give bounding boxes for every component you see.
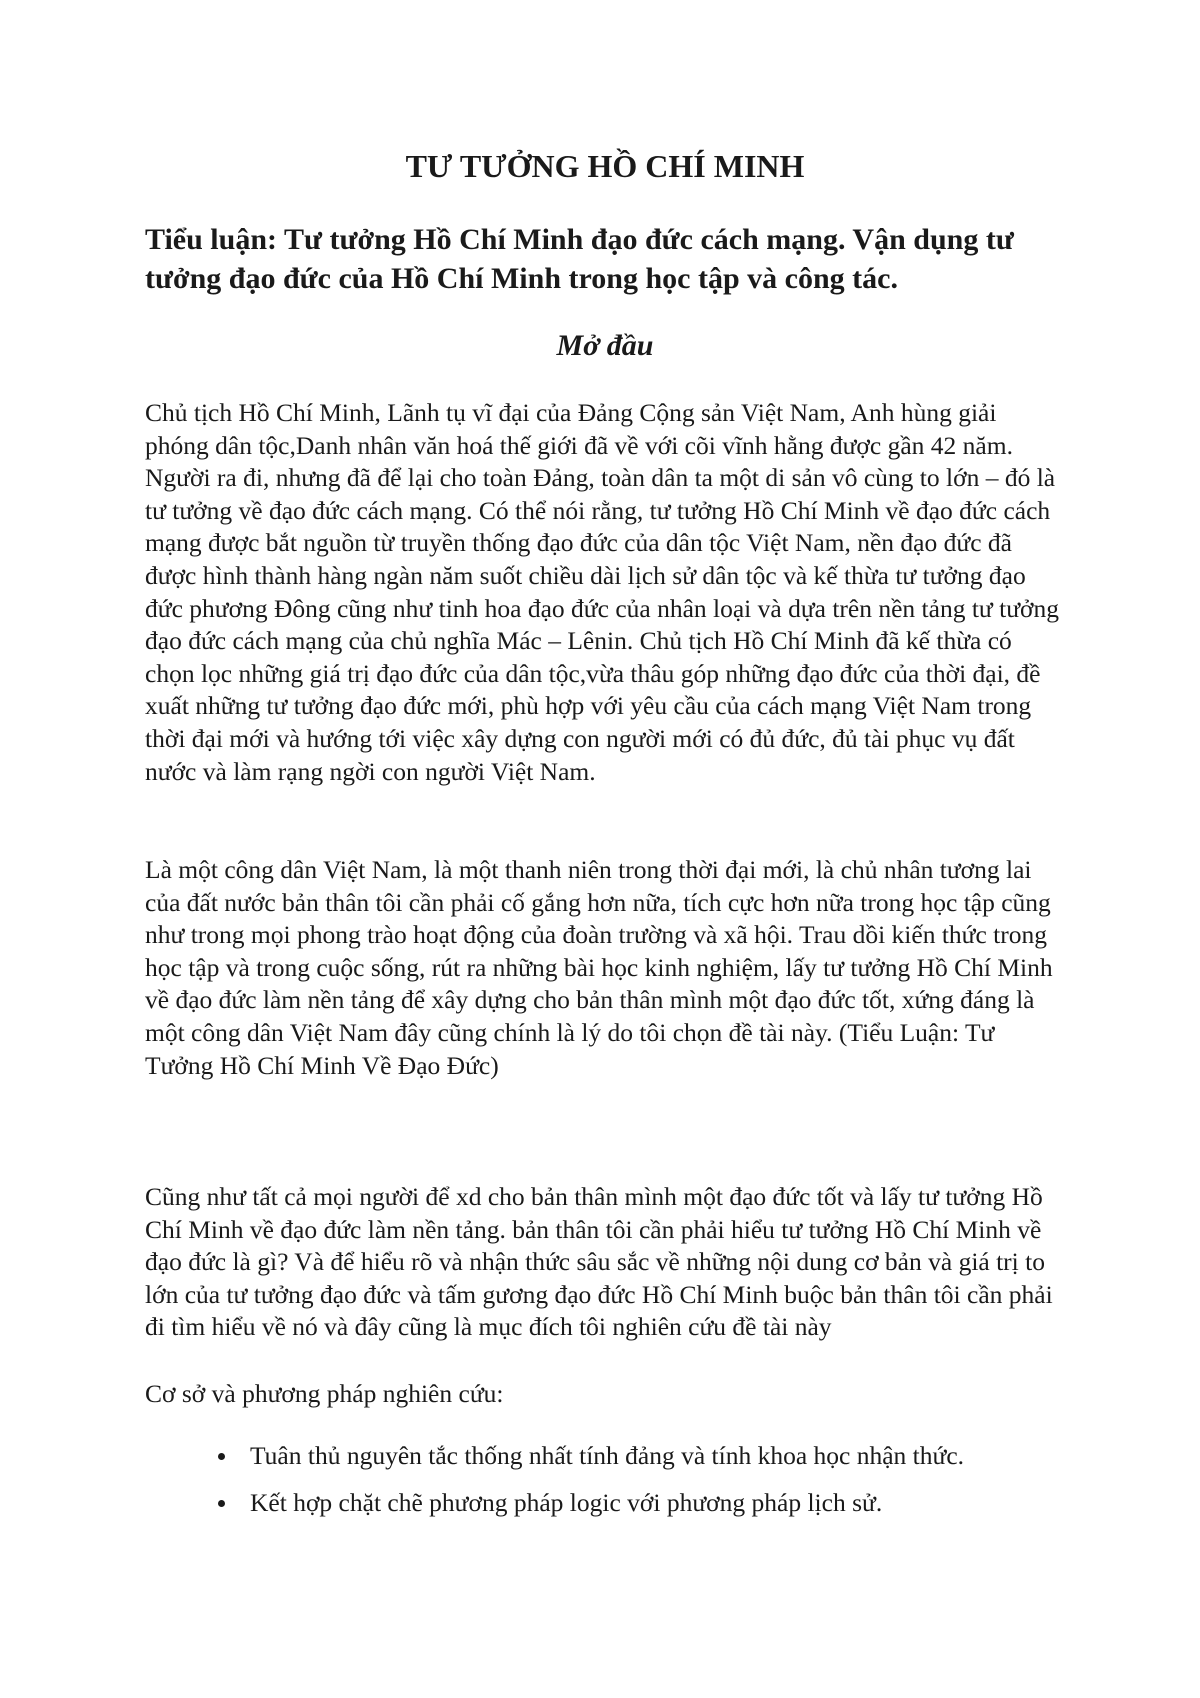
paragraph-methods-heading: Cơ sở và phương pháp nghiên cứu: xyxy=(145,1379,504,1408)
methods-list xyxy=(145,1440,1065,1533)
list-item-text: Kết hợp chặt chẽ phương pháp logic với phương pháp lịch sử. xyxy=(250,1487,883,1517)
list-item xyxy=(145,1440,1065,1473)
list-item xyxy=(145,1487,1065,1520)
section-heading: Mở đầu xyxy=(556,329,654,362)
paragraph-motivation: Là một công dân Việt Nam, là một thanh niên trong thời đại mới, là chủ nhân tương lai của đất nước bản thân tôi cần phải cố gắng hơn nữa, tích cực hơn nữa trong học tập cũng như trong mọi phong trào hoạt động của đoàn trường và xã hội. Trau dồi kiến thức trong học tập và trong cuộc sống, rút ra những bài học kinh nghiệm, lấy tư tưởng Hồ Chí Minh về đạo đức làm nền tảng để xây dựng cho bản thân mình một đạo đức tốt, xứng đáng là một công dân Việt Nam đây cũng chính là lý do tôi chọn đề tài này. (Tiểu Luận: Tư Tưởng Hồ Chí Minh Về Đạo Đức) xyxy=(145,855,1053,1080)
paragraph-intro: Chủ tịch Hồ Chí Minh, Lãnh tụ vĩ đại của Đảng Cộng sản Việt Nam, Anh hùng giải phóng dân tộc,Danh nhân văn hoá thế giới đã về với cõi vĩnh hằng được gần 42 năm. Người ra đi, nhưng đã để lại cho toàn Đảng, toàn dân ta một di sản vô cùng to lớn – đó là tư tưởng về đạo đức cách mạng. Có thể nói rằng, tư tưởng Hồ Chí Minh về đạo đức cách mạng được bắt nguồn từ truyền thống đạo đức của dân tộc Việt Nam, nền đạo đức đã được hình thành hàng ngàn năm suốt chiều dài lịch sử dân tộc và kế thừa tư tưởng đạo đức phương Đông cũng như tinh hoa đạo đức của nhân loại và dựa trên nền tảng tư tưởng đạo đức cách mạng của chủ nghĩa Mác – Lênin. Chủ tịch Hồ Chí Minh đã kế thừa có chọn lọc những giá trị đạo đức của dân tộc,vừa thâu góp những đạo đức của thời đại, đề xuất những tư tưởng đạo đức mới, phù hợp với yêu cầu của cách mạng Việt Nam trong thời đại mới và hướng tới việc xây dựng con người mới có đủ đức, đủ tài phục vụ đất nước và làm rạng ngời con người Việt Nam. xyxy=(145,398,1060,786)
bullet-icon xyxy=(218,1500,225,1507)
list-item-text: Tuân thủ nguyên tắc thống nhất tính đảng và tính khoa học nhận thức. xyxy=(250,1441,965,1470)
document-subtitle: Tiểu luận: Tư tưởng Hồ Chí Minh đạo đức cách mạng. Vận dụng tư tưởng đạo đức của Hồ Chí Minh trong học tập và công tác. xyxy=(145,223,1014,295)
bullet-icon xyxy=(218,1453,225,1460)
document-title: TƯ TƯỞNG HỒ CHÍ MINH xyxy=(405,148,805,184)
paragraph-purpose: Cũng như tất cả mọi người để xd cho bản thân mình một đạo đức tốt và lấy tư tưởng Hồ Chí Minh về đạo đức làm nền tảng. bản thân tôi cần phải hiểu tư tưởng Hồ Chí Minh về đạo đức là gì? Và để hiểu rõ và nhận thức sâu sắc về những nội dung cơ bản và giá trị to lớn của tư tưởng đạo đức và tấm gương đạo đức Hồ Chí Minh buộc bản thân tôi cần phải đi tìm hiểu về nó và đây cũng là mục đích tôi nghiên cứu đề tài này xyxy=(145,1182,1053,1342)
